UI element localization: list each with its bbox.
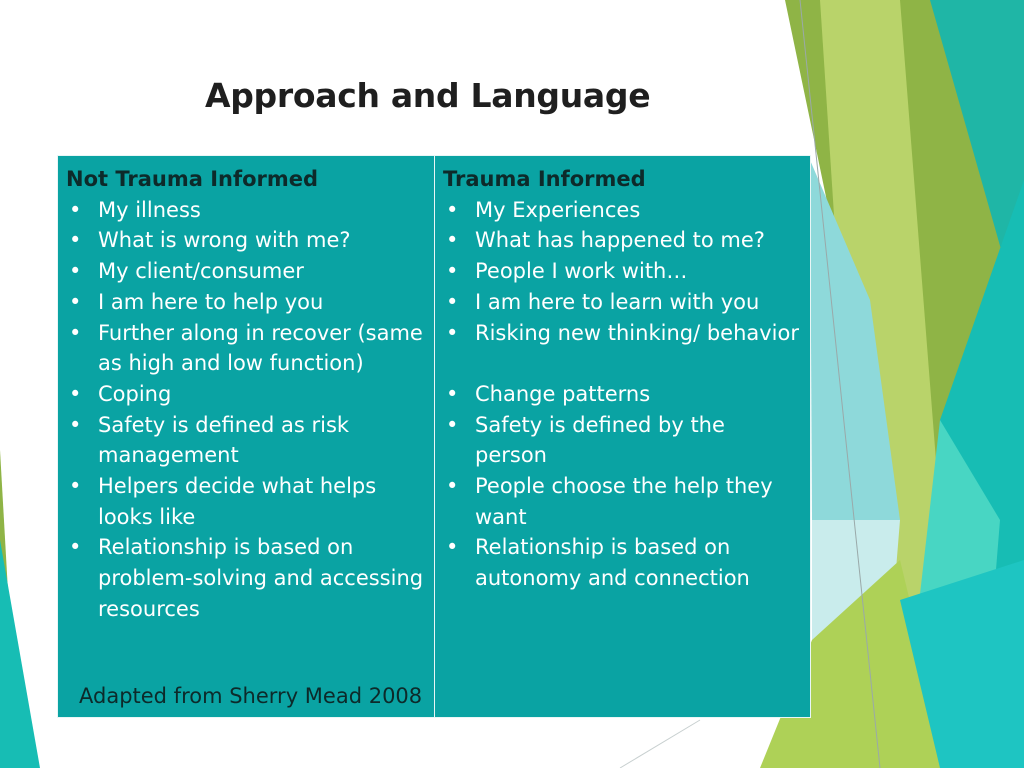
column-heading-left: Not Trauma Informed	[66, 167, 319, 191]
list-item: • My illness	[66, 195, 426, 226]
list-item: • Helpers decide what helps looks like	[66, 471, 426, 532]
list-item: • Relationship is based on autonomy and connection	[443, 532, 803, 593]
column-divider	[434, 156, 435, 717]
list-item: • What has happened to me?	[443, 225, 803, 256]
list-item: • I am here to learn with you	[443, 287, 803, 318]
column-not-trauma-informed	[66, 164, 426, 625]
list-item: • Safety is defined as risk management	[66, 410, 426, 471]
list-item: • I am here to help you	[66, 287, 426, 318]
list-item: • People choose the help they want	[443, 471, 803, 532]
decor-line-2	[620, 720, 700, 768]
list-item: • Change patterns	[443, 379, 803, 410]
column-heading-right: Trauma Informed	[443, 167, 646, 191]
list-item: • People I work with…	[443, 256, 803, 287]
list-item: • Relationship is based on problem-solving and accessing resources	[66, 532, 426, 624]
list-item: • My Experiences	[443, 195, 803, 226]
column-trauma-informed	[443, 164, 803, 594]
bullet-list-left	[66, 195, 426, 625]
list-item: • Further along in recover (same as high and low function)	[66, 318, 426, 379]
list-item: • My client/consumer	[66, 256, 426, 287]
decor-left-teal	[0, 540, 40, 768]
slide-title: Approach and Language	[205, 76, 651, 115]
list-item: • What is wrong with me?	[66, 225, 426, 256]
comparison-table	[57, 155, 811, 718]
citation-text: Adapted from Sherry Mead 2008	[79, 684, 423, 708]
list-item: • Risking new thinking/ behavior	[443, 318, 803, 349]
list-item: • Coping	[66, 379, 426, 410]
bullet-list-right	[443, 195, 803, 594]
list-spacer	[443, 348, 803, 379]
list-item: • Safety is defined by the person	[443, 410, 803, 471]
